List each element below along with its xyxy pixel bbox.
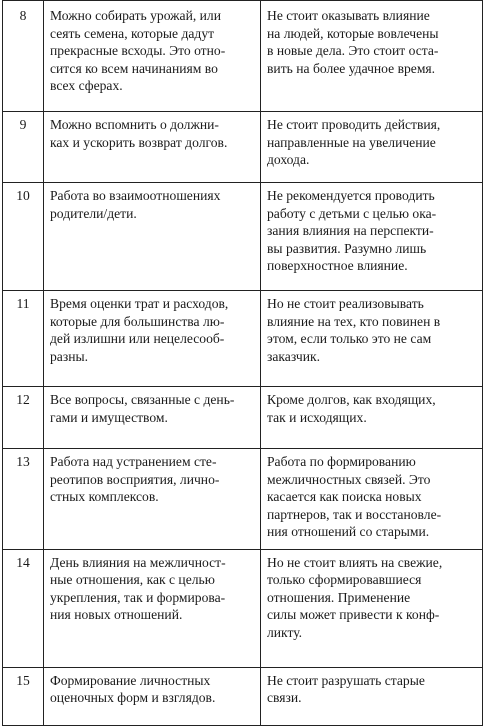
day-number-cell	[3, 549, 44, 667]
day-number-cell	[3, 387, 44, 449]
lunar-day-table	[2, 0, 483, 726]
recommended-text: День влияния на межличност- ные отношения, как с целью укрепления, так и формирова- ния новых отношений.	[50, 554, 226, 622]
table-row	[3, 291, 483, 387]
table-row	[3, 1, 483, 112]
day-number: 8	[19, 8, 27, 23]
recommended-text: Все вопросы, связанные с день- гами и имуществом.	[50, 392, 235, 425]
day-number: 14	[16, 554, 30, 570]
caution-cell	[261, 449, 483, 550]
recommended-cell	[44, 183, 261, 291]
recommended-text: Время оценки трат и расходов, которые для большинства лю- дей излишни или нецелесооб- разны.	[50, 296, 229, 364]
caution-cell	[261, 549, 483, 667]
caution-cell	[261, 183, 483, 291]
caution-text: Кроме долгов, как входящих, так и исходящих.	[267, 392, 436, 425]
caution-text: Не стоит проводить действия, направленные на увеличение дохода.	[267, 117, 441, 167]
table-row	[3, 549, 483, 667]
recommended-cell	[44, 291, 261, 387]
caution-text: Не стоит разрушать старые связи.	[267, 672, 425, 705]
table-row	[3, 112, 483, 183]
recommended-text: Формирование личностных оценочных форм и взглядов.	[50, 672, 216, 705]
caution-text: Работа по формированию межличностных связей. Это касается как поиска новых партнеров, так и восстановле- ния отношений со старыми.	[267, 454, 442, 539]
recommended-text: Можно собирать урожай, или сеять семена, которые дадут прекрасные всходы. Это отно- сится ко всем начинаниям во всех сферах.	[50, 8, 226, 93]
table-row	[3, 667, 483, 725]
recommended-text: Работа над устранением сте- реотипов восприятия, лично- стных комплексов.	[50, 454, 220, 504]
day-number-cell	[3, 667, 44, 725]
table-row	[3, 449, 483, 550]
day-number-cell	[3, 112, 44, 183]
recommended-cell	[44, 387, 261, 449]
day-number: 13	[16, 454, 30, 469]
table-row	[3, 387, 483, 449]
recommended-cell	[44, 1, 261, 112]
recommended-cell	[44, 549, 261, 667]
caution-text: Но не стоит реализовывать влияние на тех, кто повинен в этом, если только это не сам заказчик.	[267, 296, 441, 364]
day-number: 10	[16, 188, 30, 203]
recommended-cell	[44, 449, 261, 550]
recommended-cell	[44, 112, 261, 183]
recommended-cell	[44, 667, 261, 725]
day-number-cell	[3, 291, 44, 387]
day-number: 12	[16, 392, 30, 407]
recommended-text: Работа во взаимоотношениях родители/дети.	[50, 188, 221, 221]
day-number-cell	[3, 183, 44, 291]
day-number-cell	[3, 1, 44, 112]
day-number: 15	[16, 672, 30, 688]
recommended-text: Можно вспомнить о должни- ках и ускорить возврат долгов.	[50, 117, 228, 150]
caution-cell	[261, 667, 483, 725]
day-number: 9	[19, 117, 27, 132]
caution-text: Не стоит оказывать влияние на людей, которые вовлечены в новые дела. Это стоит оста- вить на более удачное время.	[267, 8, 439, 76]
caution-cell	[261, 291, 483, 387]
caution-text: Но не стоит влиять на свежие, только сформировавшиеся отношения. Применение силы может привести к конф- ликту.	[267, 554, 443, 640]
caution-cell	[261, 387, 483, 449]
table-row	[3, 183, 483, 291]
caution-cell	[261, 1, 483, 112]
caution-text: Не рекомендуется проводить работу с детьми с целью ока- зания влияния на перспекти- вы развития. Разумно лишь поверхностное влияние.	[267, 188, 437, 273]
caution-cell	[261, 112, 483, 183]
day-number-cell	[3, 449, 44, 550]
day-number: 11	[16, 296, 30, 311]
